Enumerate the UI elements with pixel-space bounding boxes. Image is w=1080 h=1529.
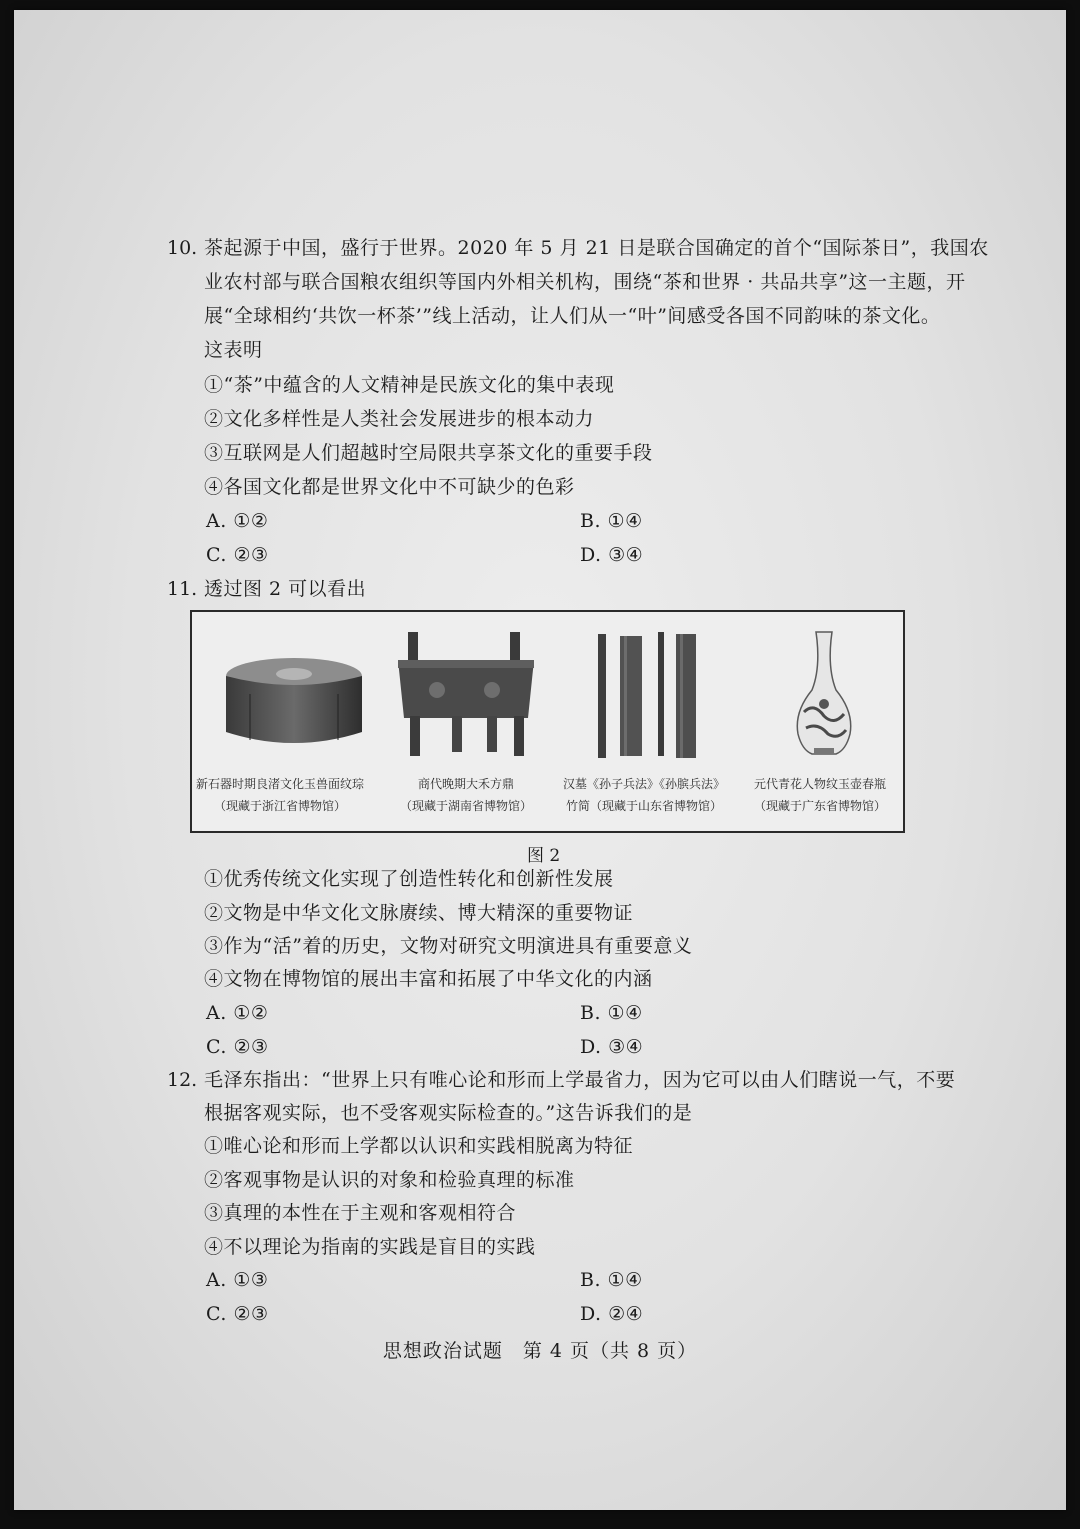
figure-label: 图 2 (527, 846, 561, 866)
question-stem-line: 业农村部与联合国粮农组织等国内外相关机构，围绕“茶和世界 · 共品共享”这一主题，开 (204, 271, 966, 293)
figure-2 (190, 610, 905, 833)
bronze-ding-icon (392, 630, 540, 760)
figure-caption: （现藏于广东省博物馆） (753, 799, 886, 813)
figure-caption: （现藏于湖南省博物馆） (399, 799, 532, 813)
statement: ②文物是中华文化文脉赓续、博大精深的重要物证 (204, 902, 634, 924)
option-a[interactable]: A. ①③ (206, 1269, 269, 1291)
option-d[interactable]: D. ②④ (580, 1303, 644, 1325)
statement: ①唯心论和形而上学都以认识和实践相脱离为特征 (204, 1135, 634, 1157)
option-b[interactable]: B. ①④ (580, 510, 643, 532)
statement: ②文化多样性是人类社会发展进步的根本动力 (204, 408, 595, 430)
option-d[interactable]: D. ③④ (580, 1036, 644, 1058)
jade-cong-icon (220, 654, 368, 754)
statement: ②客观事物是认识的对象和检验真理的标准 (204, 1169, 575, 1191)
option-c[interactable]: C. ②③ (206, 1303, 269, 1325)
figure-caption: 竹简（现藏于山东省博物馆） (565, 799, 722, 813)
option-d[interactable]: D. ③④ (580, 544, 644, 566)
figure-caption: 汉墓《孙子兵法》《孙膑兵法》 (562, 777, 725, 791)
question-number: 12. (167, 1069, 198, 1091)
question-number: 11. (167, 578, 198, 600)
question-stem-line: 展“全球相约‘共饮一杯茶’”线上活动，让人们从一“叶”间感受各国不同韵味的茶文化。 (204, 305, 941, 327)
option-b[interactable]: B. ①④ (580, 1269, 643, 1291)
option-c[interactable]: C. ②③ (206, 544, 269, 566)
question-stem-line: 根据客观实际，也不受客观实际检查的。”这告诉我们的是 (204, 1102, 693, 1124)
statement: ④不以理论为指南的实践是盲目的实践 (204, 1236, 536, 1258)
question-number: 10. (167, 237, 198, 259)
page-footer: 思想政治试题 第 4 页（共 8 页） (382, 1340, 698, 1362)
statement: ③互联网是人们超越时空局限共享茶文化的重要手段 (204, 442, 653, 464)
figure-caption: 元代青花人物纹玉壶春瓶 (753, 777, 886, 791)
figure-caption: 新石器时期良渚文化玉兽面纹琮 (195, 777, 364, 791)
question-stem-line: 这表明 (204, 339, 263, 361)
statement: ①“茶”中蕴含的人文精神是民族文化的集中表现 (204, 374, 615, 396)
question-stem-line: 透过图 2 可以看出 (204, 578, 367, 600)
statement: ①优秀传统文化实现了创造性转化和创新性发展 (204, 868, 614, 890)
porcelain-vase-icon (784, 630, 864, 760)
question-stem-line: 茶起源于中国，盛行于世界。2020 年 5 月 21 日是联合国确定的首个“国际茶日”，我国农 (204, 237, 989, 259)
option-a[interactable]: A. ①② (206, 1002, 269, 1024)
statement: ④文物在博物馆的展出丰富和拓展了中华文化的内涵 (204, 968, 653, 990)
statement: ③作为“活”着的历史，文物对研究文明演进具有重要意义 (204, 935, 693, 957)
option-c[interactable]: C. ②③ (206, 1036, 269, 1058)
option-b[interactable]: B. ①④ (580, 1002, 643, 1024)
option-a[interactable]: A. ①② (206, 510, 269, 532)
figure-caption: 商代晚期大禾方鼎 (417, 777, 514, 791)
question-stem-line: 毛泽东指出：“世界上只有唯心论和形而上学最省力，因为它可以由人们瞎说一气，不要 (204, 1069, 956, 1091)
bamboo-slips-icon (590, 632, 710, 760)
figure-caption: （现藏于浙江省博物馆） (213, 799, 346, 813)
statement: ④各国文化都是世界文化中不可缺少的色彩 (204, 476, 575, 498)
statement: ③真理的本性在于主观和客观相符合 (204, 1202, 517, 1224)
